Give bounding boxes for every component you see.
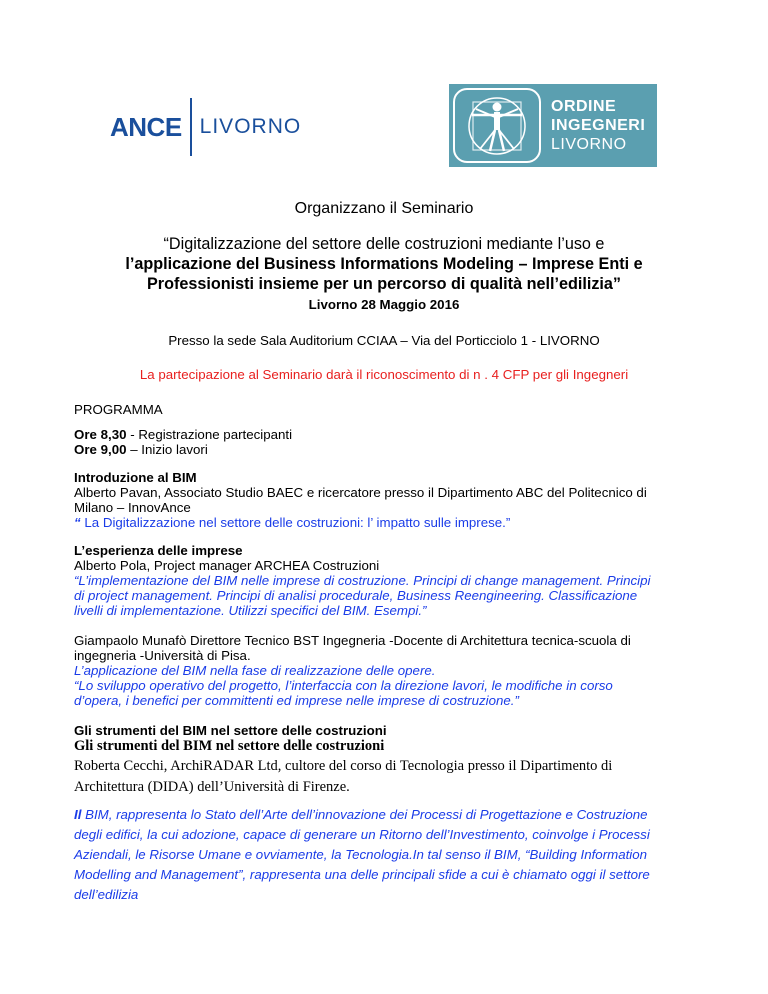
section-heading-esperienza: L’esperienza delle imprese xyxy=(74,543,243,558)
talk-pola-line1: “L’implementazione del BIM nelle imprese di costruzione. Principi di change management. Principi xyxy=(74,573,651,588)
section-heading-strumenti-serif: Gli strumenti del BIM nel settore delle costruzioni xyxy=(74,738,385,754)
speaker-munafo-line2: ingegneria -Università di Pisa. xyxy=(74,648,251,663)
ordine-ingegneri-logo xyxy=(449,84,657,167)
bim-description-line5: dell’edilizia xyxy=(74,887,139,902)
talk-munafo-line3: d’opera, i benefici per committenti ed imprese nelle imprese di costruzione.” xyxy=(74,693,519,708)
vitruvian-man-icon xyxy=(453,88,541,163)
bim-description-line3: Aziendali, le Risorse Umane e ovviamente, la Tecnologia.In tal senso il BIM, “Building Information xyxy=(74,847,648,862)
event-venue: Presso la sede Sala Auditorium CCIAA – Via del Porticciolo 1 - LIVORNO xyxy=(168,333,600,348)
bim-description-line2: degli edifici, la cui adozione, capace di generare un Ritorno dell’Investimento, coinvolge i Processi xyxy=(74,827,650,842)
bim-description-lead: Il xyxy=(74,807,82,822)
section-heading-intro-bim: Introduzione al BIM xyxy=(74,470,197,485)
cfp-note: La partecipazione al Seminario darà il riconoscimento di n . 4 CFP per gli Ingegneri xyxy=(139,367,629,382)
seminar-title-line3: Professionisti insieme per un percorso di qualità nell’edilizia” xyxy=(146,275,622,293)
speaker-munafo-line1: Giampaolo Munafò Direttore Tecnico BST Ingegneria -Docente di Architettura tecnica-scuola di xyxy=(74,633,631,648)
talk-pola-line2: di project management. Principi di analisi procedurale, Business Reengineering. Classificazione xyxy=(74,588,638,603)
ordine-logo-line1: ORDINE xyxy=(551,98,617,115)
ordine-logo-line2: INGEGNERI xyxy=(551,117,646,134)
ance-livorno-logo xyxy=(110,98,301,156)
ance-logo-wordmark: ANCE xyxy=(110,111,182,142)
ordine-logo-text xyxy=(551,97,645,154)
schedule-item xyxy=(74,427,292,443)
speaker-pavan-line1: Alberto Pavan, Associato Studio BAEC e ricercatore presso il Dipartimento ABC del Politecnico di xyxy=(74,485,647,500)
event-date: Livorno 28 Maggio 2016 xyxy=(308,297,460,312)
programma-heading: PROGRAMMA xyxy=(74,402,163,417)
seminar-title-text1: “Digitalizzazione del settore delle costruzioni mediante l’uso e xyxy=(163,235,605,253)
ordine-logo-line3: LIVORNO xyxy=(551,136,627,153)
bim-description-line1 xyxy=(74,807,648,823)
section-heading-strumenti: Gli strumenti del BIM nel settore delle costruzioni xyxy=(74,723,387,738)
talk-munafo-line1: L’applicazione del BIM nella fase di realizzazione delle opere. xyxy=(74,663,436,678)
seminar-title-line1 xyxy=(0,234,768,254)
schedule-time: Ore 9,00 xyxy=(74,442,127,457)
talk-pavan-quote-mark: “ xyxy=(74,515,81,530)
speaker-pavan-line2: Milano – InnovAnce xyxy=(74,500,191,515)
seminar-title xyxy=(0,234,768,294)
bim-description-text: BIM, rappresenta lo Stato dell’Arte dell’innovazione dei Processi di Progettazione e Costruzione xyxy=(81,807,648,822)
ance-logo-divider xyxy=(190,98,192,156)
speaker-pola: Alberto Pola, Project manager ARCHEA Costruzioni xyxy=(74,558,380,573)
talk-pavan-title: La Digitalizzazione nel settore delle costruzioni: l’ impatto sulle imprese.” xyxy=(80,515,511,530)
talk-pavan xyxy=(74,515,510,531)
schedule-text: - Registrazione partecipanti xyxy=(126,427,293,442)
speaker-cecchi-line1: Roberta Cecchi, ArchiRADAR Ltd, cultore del corso di Tecnologia presso il Dipartimento di xyxy=(74,758,613,774)
intro-line: Organizzano il Seminario xyxy=(294,200,474,217)
schedule-item xyxy=(74,442,208,458)
speaker-cecchi-line2: Architettura (DIDA) dell’Università di Firenze. xyxy=(74,779,350,795)
bim-description-line4: Modelling and Management”, rappresenta una delle principali sfide a cui è chiamato oggi il settore xyxy=(74,867,650,882)
seminar-title-line2: l’applicazione del Business Informations Modeling – Imprese Enti e xyxy=(125,255,643,273)
schedule-time: Ore 8,30 xyxy=(74,427,127,442)
talk-pola-line3: livelli di implementazione. Utilizzi specifici del BIM. Esempi.” xyxy=(74,603,427,618)
schedule-text: – Inizio lavori xyxy=(126,442,208,457)
ance-logo-city: LIVORNO xyxy=(199,115,302,138)
talk-munafo-line2: “Lo sviluppo operativo del progetto, l’interfaccia con la direzione lavori, le modifiche in corso xyxy=(74,678,613,693)
